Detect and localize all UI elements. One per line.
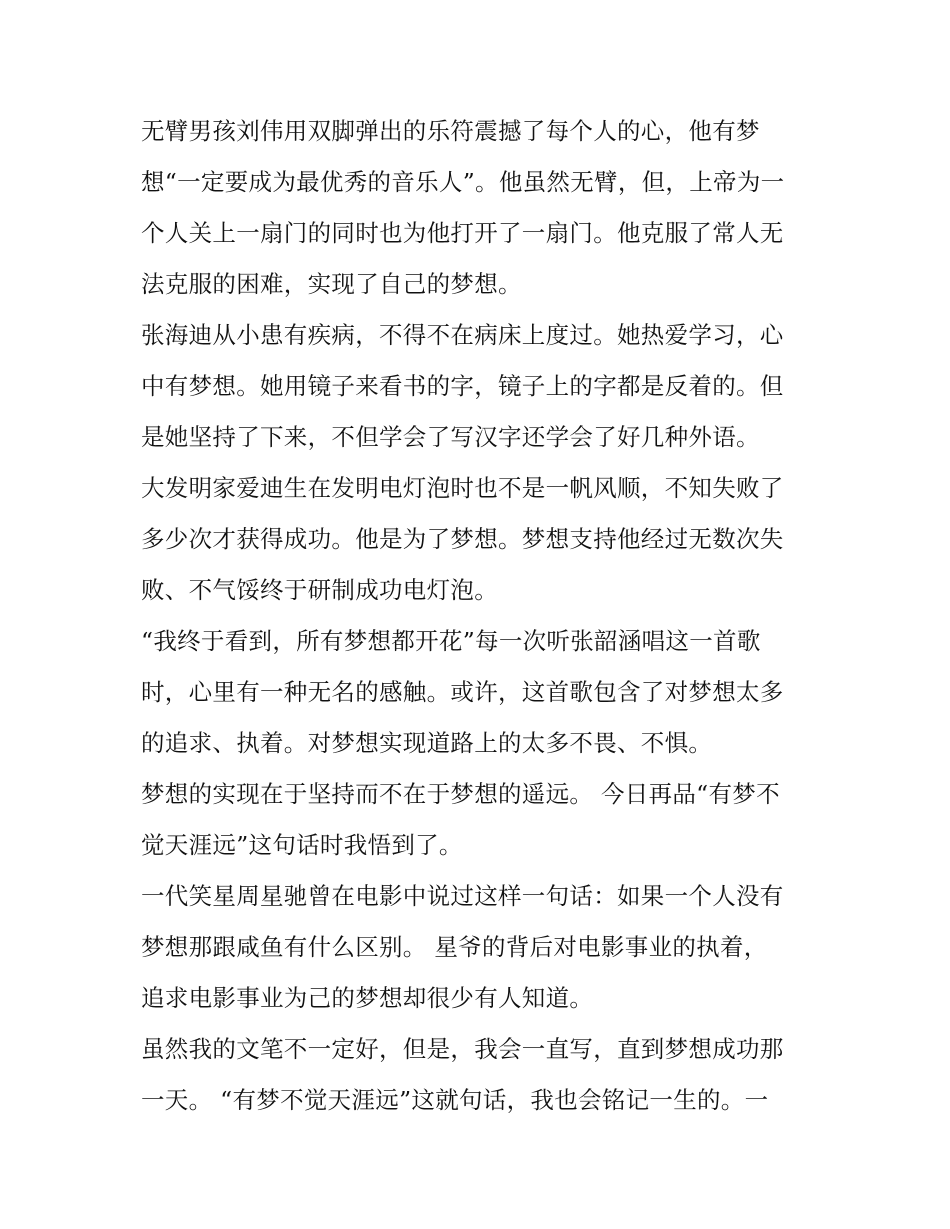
essay-body <box>141 106 821 1126</box>
text-line: 追求电影事业为己的梦想却很少有人知道。 <box>141 984 594 1012</box>
text-line: 虽然我的文笔不一定好，但是，我会一直写，直到梦想成功那 <box>141 1035 784 1063</box>
text-line: 张海迪从小患有疾病，不得不在病床上度过。她热爱学习，心 <box>141 321 784 349</box>
text-line: 中有梦想。她用镜子来看书的字，镜子上的字都是反着的。但 <box>141 372 784 400</box>
text-line: “我终于看到，所有梦想都开花”每一次听张韶涵唱这一首歌 <box>141 627 761 655</box>
paragraph-closing <box>141 1024 821 1126</box>
text-line: 觉天涯远”这句话时我悟到了。 <box>141 831 463 859</box>
text-line: 一天。 “有梦不觉天涯远”这就句话，我也会铭记一生的。一 <box>141 1086 769 1114</box>
text-line: 败、不气馁终于研制成功电灯泡。 <box>141 576 498 604</box>
text-line: 多少次才获得成功。他是为了梦想。梦想支持他经过无数次失 <box>141 525 784 553</box>
paragraph-persistence <box>141 769 821 871</box>
text-line: 个人关上一扇门的同时也为他打开了一扇门。他克服了常人无 <box>141 219 784 247</box>
text-line: 大发明家爱迪生在发明电灯泡时也不是一帆风顺，不知失败了 <box>141 474 784 502</box>
text-line: 无臂男孩刘伟用双脚弹出的乐符震撼了每个人的心，他有梦 <box>141 117 760 145</box>
text-line: 时，心里有一种无名的感触。或许，这首歌包含了对梦想太多 <box>141 678 784 706</box>
text-line: 梦想的实现在于坚持而不在于梦想的遥远。 今日再品“有梦不 <box>141 780 780 808</box>
text-line: 梦想那跟咸鱼有什么区别。 星爷的背后对电影事业的执着， <box>141 933 768 961</box>
text-line: 想“一定要成为最优秀的音乐人”。他虽然无臂，但，上帝为一 <box>141 168 785 196</box>
paragraph-zhang-haidi <box>141 310 821 463</box>
paragraph-stephen-chow <box>141 871 821 1024</box>
text-line: 法克服的困难，实现了自己的梦想。 <box>141 270 522 298</box>
text-line: 的追求、执着。对梦想实现道路上的太多不畏、不惧。 <box>141 729 713 757</box>
paragraph-edison <box>141 463 821 616</box>
paragraph-song <box>141 616 821 769</box>
text-line: 是她坚持了下来，不但学会了写汉字还学会了好几种外语。 <box>141 423 760 451</box>
paragraph-liu-wei <box>141 106 821 310</box>
text-line: 一代笑星周星驰曾在电影中说过这样一句话：如果一个人没有 <box>141 882 784 910</box>
